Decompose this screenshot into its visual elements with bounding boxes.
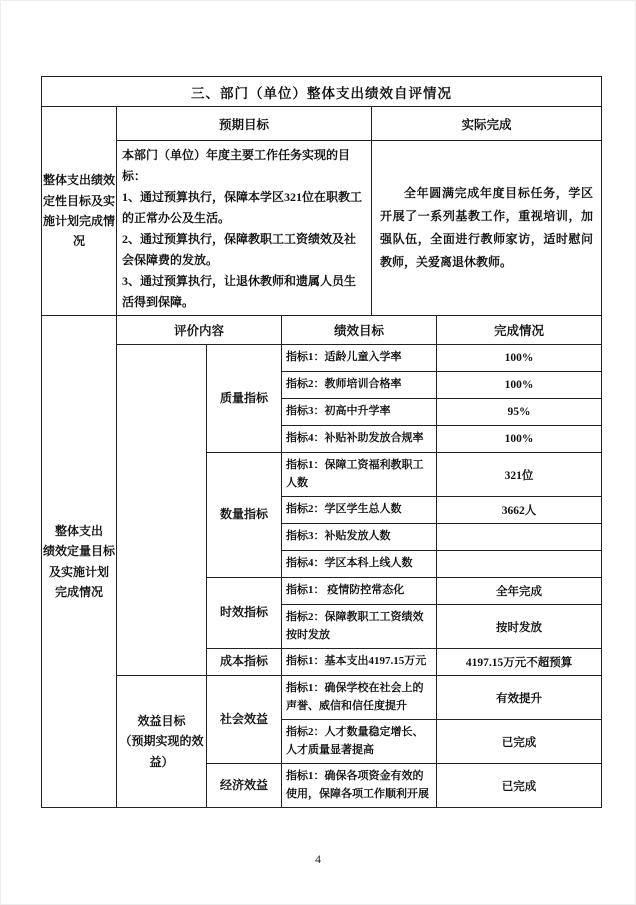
result-cell: 3662人 [437, 497, 602, 524]
performance-self-evaluation-table [41, 76, 602, 808]
category-quality: 质量指标 [207, 345, 282, 453]
result-cell: 已完成 [437, 764, 602, 808]
expected-line-3: 2、通过预算执行，保障教职工工资绩效及社会保障费的发放。 [122, 232, 357, 267]
goal-cell: 指标1：基本支出4197.15万元 [282, 649, 437, 676]
goal-cell: 指标1：确保学校在社会上的声誉、威信和信任度提升 [282, 676, 437, 720]
result-cell: 95% [437, 399, 602, 426]
goal-cell: 指标1：保障工资福利教职工人数 [282, 453, 437, 497]
result-cell: 已完成 [437, 720, 602, 764]
empty-cell [117, 345, 207, 676]
evaluation-content-header: 评价内容 [117, 316, 282, 345]
result-cell: 100% [437, 426, 602, 453]
table-title: 三、部门（单位）整体支出绩效自评情况 [42, 77, 602, 107]
qualitative-section-label: 整体支出绩效 定性目标及实 施计划完成情 况 [42, 107, 117, 316]
goal-cell: 指标1： 疫情防控常态化 [282, 578, 437, 605]
result-cell: 100% [437, 372, 602, 399]
expected-line-2: 1、通过预算执行，保障本学区321位在职教工的正常办公及生活。 [122, 190, 363, 225]
expected-line-1: 本部门（单位）年度主要工作任务实现的目标： [122, 148, 351, 183]
goal-cell: 指标2：学区学生总人数 [282, 497, 437, 524]
expected-goal-cell [117, 141, 372, 316]
result-cell: 321位 [437, 453, 602, 497]
result-cell: 有效提升 [437, 676, 602, 720]
category-timeliness: 时效指标 [207, 578, 282, 649]
performance-goal-header: 绩效目标 [282, 316, 437, 345]
goal-cell: 指标3：初高中升学率 [282, 399, 437, 426]
benefit-goal-label: 效益目标 （预期实现的效 益） [117, 676, 207, 808]
goal-cell: 指标2：教师培训合格率 [282, 372, 437, 399]
goal-cell: 指标2：保障教职工工资绩效按时发放 [282, 605, 437, 649]
expected-line-4: 3、通过预算执行，让退休教师和遗属人员生活得到保障。 [122, 274, 357, 309]
goal-cell: 指标4：补贴补助发放合规率 [282, 426, 437, 453]
quantitative-section-label: 整体支出 绩效定量目标 及实施计划 完成情况 [42, 316, 117, 808]
actual-completion-cell: 全年圆满完成年度目标任务，学区开展了一系列基教工作，重视培训，加强队伍，全面进行教师家访，适时慰问教师，关爱离退休教师。 [372, 141, 602, 316]
goal-cell: 指标3：补贴发放人数 [282, 524, 437, 551]
result-cell: 100% [437, 345, 602, 372]
result-cell: 全年完成 [437, 578, 602, 605]
category-social-benefit: 社会效益 [207, 676, 282, 764]
category-economic-benefit: 经济效益 [207, 764, 282, 808]
expected-goal-header: 预期目标 [117, 107, 372, 141]
category-cost: 成本指标 [207, 649, 282, 676]
completion-status-header: 完成情况 [437, 316, 602, 345]
actual-completion-header: 实际完成 [372, 107, 602, 141]
category-quantity: 数量指标 [207, 453, 282, 578]
result-cell: 4197.15万元不超预算 [437, 649, 602, 676]
goal-cell: 指标2：人才数量稳定增长、人才质量显著提高 [282, 720, 437, 764]
goal-cell: 指标1：适龄儿童入学率 [282, 345, 437, 372]
page-number: 4 [315, 852, 321, 866]
goal-cell: 指标4：学区本科上线人数 [282, 551, 437, 578]
goal-cell: 指标1：确保各项资金有效的使用，保障各项工作顺利开展 [282, 764, 437, 808]
result-cell [437, 524, 602, 551]
result-cell [437, 551, 602, 578]
result-cell: 按时发放 [437, 605, 602, 649]
